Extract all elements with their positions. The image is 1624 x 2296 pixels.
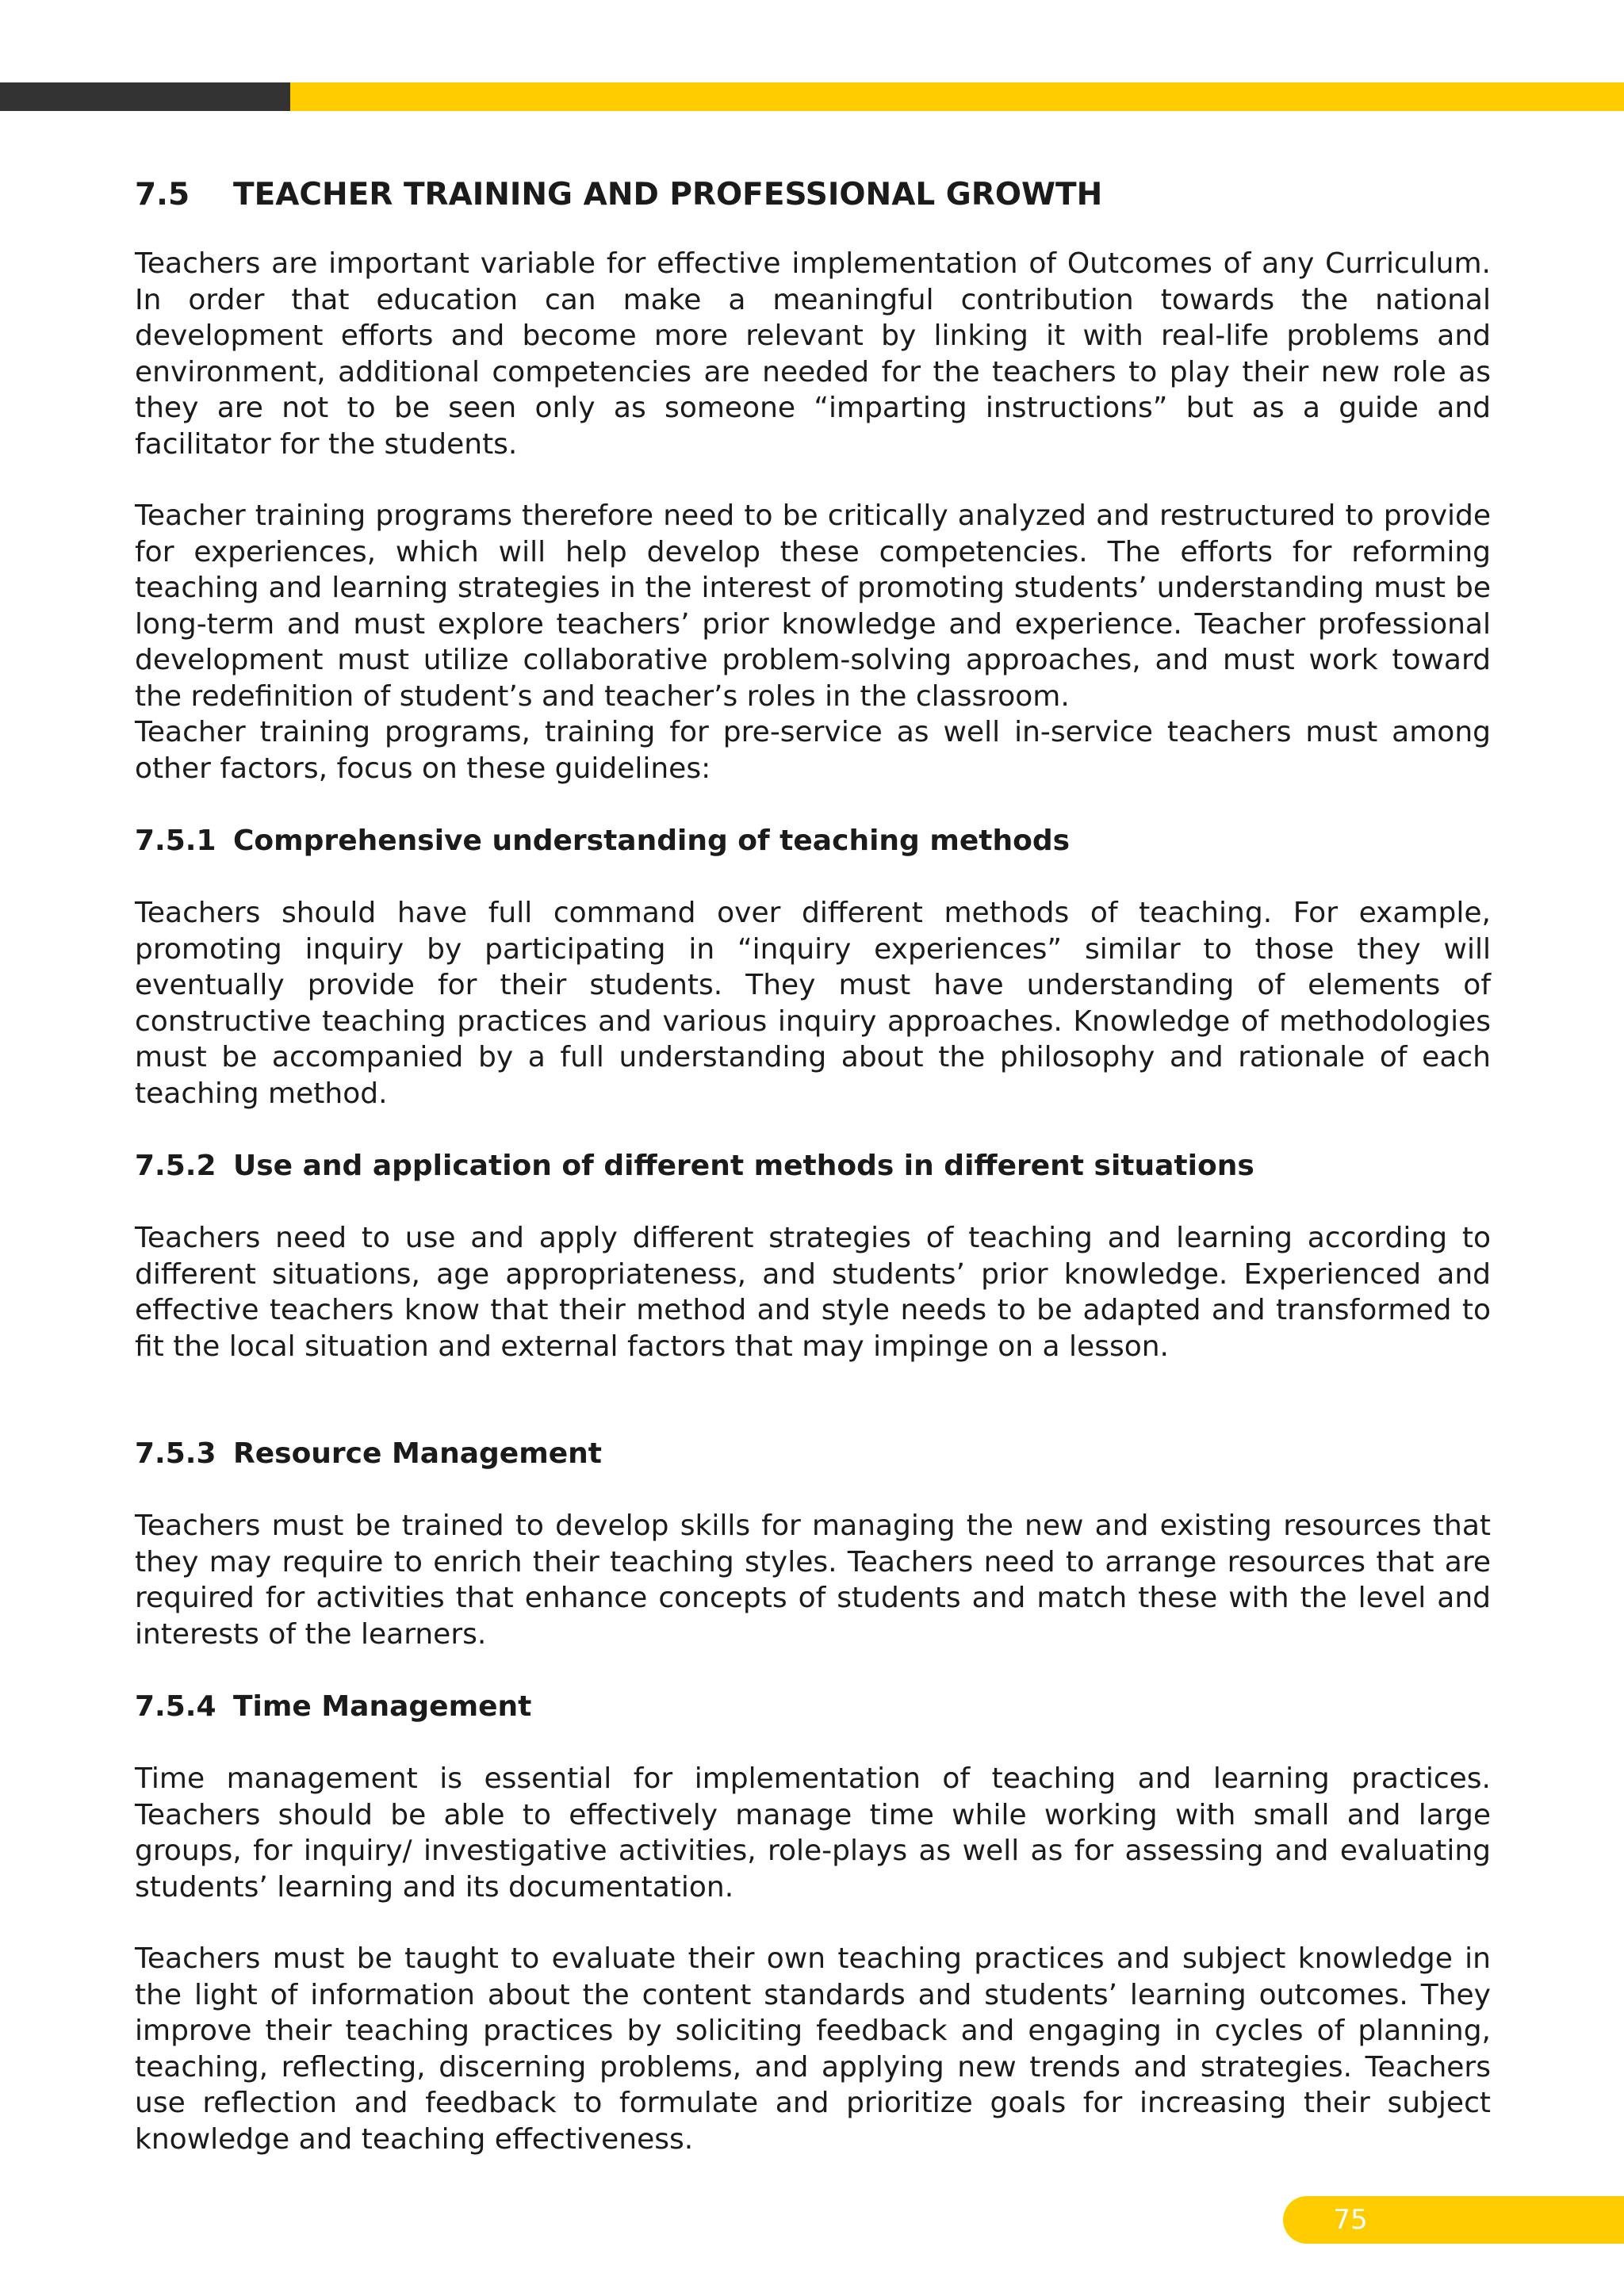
section-paragraph-2: Teacher training programs therefore need to be critically analyzed and restructured to provide for experiences, which will help develop these competencies. The efforts for reforming teaching and learning strategies in the interest of promoting students’ understanding must be long-term and must explore teachers’ prior knowledge and experience. Teacher professional development must utilize collaborative problem-solving approaches, and must work toward the redefinition of student’s and teacher’s roles in the classroom.	[135, 499, 1491, 713]
subsection-753-paragraph: Teachers must be trained to develop skills for managing the new and existing resources that they may require to enrich their teaching styles. Teachers need to arrange resources that are required for activities that enhance concepts of students and match these with the level and interests of the learners.	[135, 1510, 1491, 1651]
header-bar-dark	[0, 82, 290, 111]
subsection-number: 7.5.1	[135, 825, 216, 857]
section-heading	[135, 173, 1491, 217]
subsection-heading-752	[135, 1147, 1491, 1185]
subsection-title: Comprehensive understanding of teaching methods	[233, 825, 1071, 857]
header-bar-accent	[290, 82, 1624, 111]
section-paragraph-3: Teacher training programs, training for pre-service as well in-service teachers must among other factors, focus on these guidelines:	[135, 716, 1491, 785]
subsection-number: 7.5.3	[135, 1437, 216, 1470]
subsection-number: 7.5.4	[135, 1690, 216, 1723]
section-paragraph-1: Teachers are important variable for effective implementation of Outcomes of any Curriculum. In order that education can make a meaningful contribution towards the national development efforts and become more relevant by linking it with real-life problems and environment, additional competencies are needed for the teachers to play their new role as they are not to be seen only as someone “imparting instructions” but as a guide and facilitator for the students.	[135, 247, 1491, 461]
subsection-title: Use and application of different methods in different situations	[233, 1150, 1254, 1182]
section-title: TEACHER TRAINING AND PROFESSIONAL GROWTH	[233, 177, 1103, 212]
subsection-title: Resource Management	[233, 1437, 602, 1470]
subsection-752-paragraph: Teachers need to use and apply different strategies of teaching and learning according to different situations, age appropriateness, and students’ prior knowledge. Experienced and effective teachers know that their method and style needs to be adapted and transformed to fit the local situation and external factors that may impinge on a lesson.	[135, 1222, 1491, 1363]
section-number: 7.5	[135, 177, 190, 212]
subsection-754-paragraph-1: Time management is essential for implementation of teaching and learning practices. Teachers should be able to effectively manage time while working with small and large groups, for inquiry/ investigative activities, role-plays as well as for assessing and evaluating students’ learning and its documentation.	[135, 1762, 1491, 1904]
subsection-754-paragraph-2: Teachers must be taught to evaluate their own teaching practices and subject knowledge in the light of information about the content standards and students’ learning outcomes. They improve their teaching practices by soliciting feedback and engaging in cycles of planning, teaching, reflecting, discerning problems, and applying new trends and strategies. Teachers use reflection and feedback to formulate and prioritize goals for increasing their subject knowledge and teaching effectiveness.	[135, 1942, 1491, 2156]
page-content	[135, 173, 1491, 2157]
subsection-751-paragraph: Teachers should have full command over different methods of teaching. For example, promoting inquiry by participating in “inquiry experiences” similar to those they will eventually provide for their students. They must have understanding of elements of constructive teaching practices and various inquiry approaches. Knowledge of methodologies must be accompanied by a full understanding about the philosophy and rationale of each teaching method.	[135, 897, 1491, 1110]
subsection-title: Time Management	[233, 1690, 532, 1723]
subsection-heading-754	[135, 1688, 1491, 1726]
page-number: 75	[1333, 2204, 1368, 2236]
subsection-heading-753	[135, 1435, 1491, 1473]
subsection-number: 7.5.2	[135, 1150, 216, 1182]
subsection-heading-751	[135, 822, 1491, 860]
